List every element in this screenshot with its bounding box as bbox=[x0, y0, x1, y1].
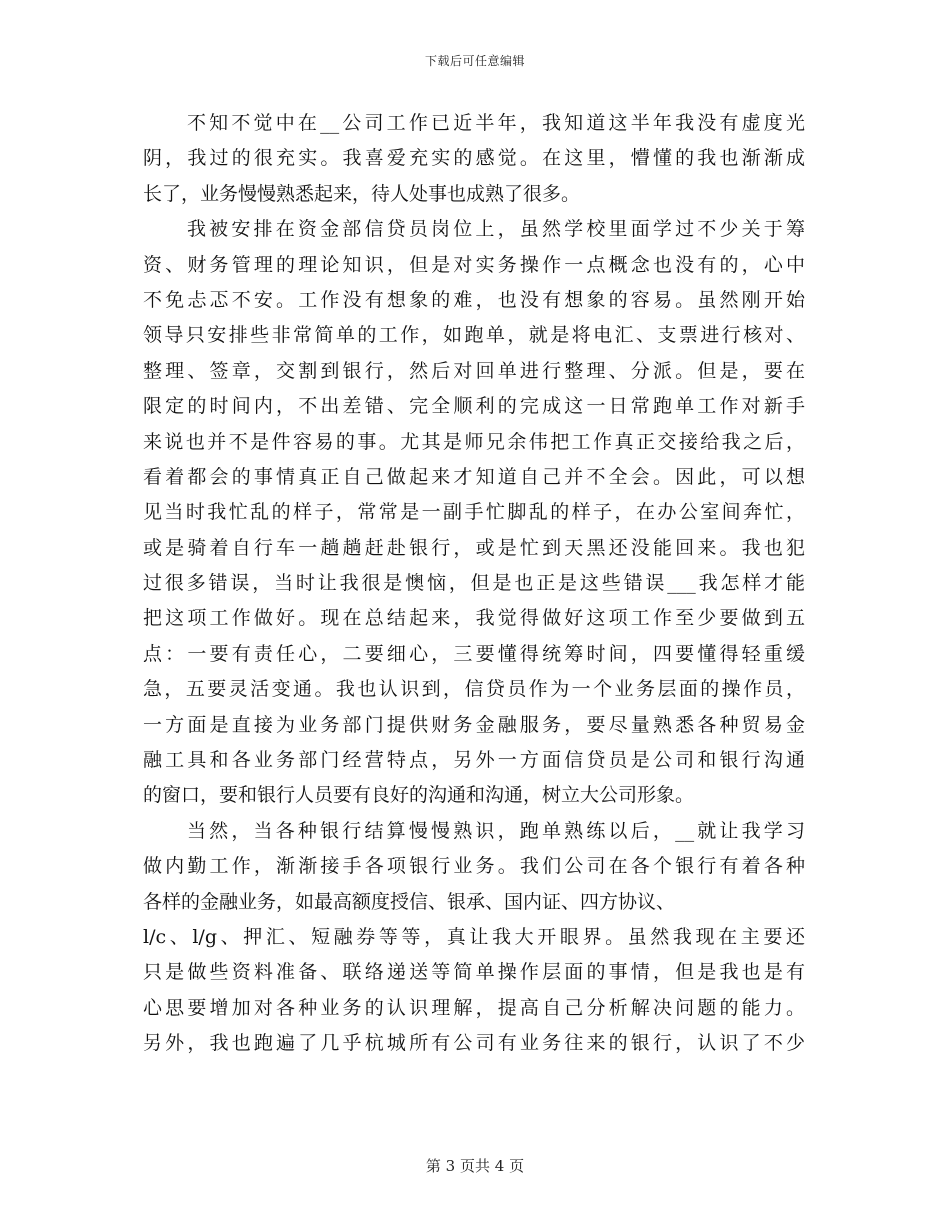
paragraph-2-line-11: 过很多错误，当时让我很是懊恼，但是也正是这些错误___我怎样才能 bbox=[143, 572, 805, 595]
paragraph-3-line-4: l/c、l/g、押汇、短融券等等，真让我大开眼界。虽然我现在主要还 bbox=[143, 925, 805, 948]
paragraph-2-line-17: 的窗口，要和银行人员要有良好的沟通和沟通，树立大公司形象。 bbox=[143, 784, 695, 807]
paragraph-2-line-7: 来说也并不是件容易的事。尤其是师兄余伟把工作真正交接给我之后， bbox=[143, 430, 805, 453]
page-number-footer: 第 3 页共 4 页 bbox=[425, 1157, 525, 1175]
paragraph-2-line-10: 或是骑着自行车一趟趟赶赴银行，或是忙到天黑还没能回来。我也犯 bbox=[143, 536, 805, 559]
paragraph-3-line-3: 各样的金融业务，如最高额度授信、银承、国内证、四方协议、 bbox=[143, 890, 676, 913]
paragraph-2-line-14: 急，五要灵活变通。我也认识到，信贷员作为一个业务层面的操作员， bbox=[143, 678, 805, 701]
paragraph-2-line-1: 我被安排在资金部信贷员岗位上，虽然学校里面学过不少关于筹 bbox=[187, 218, 805, 241]
paragraph-2-line-3: 不免忐忑不安。工作没有想象的难，也没有想象的容易。虽然刚开始 bbox=[143, 288, 805, 311]
paragraph-2-line-16: 融工具和各业务部门经营特点，另外一方面信贷员是公司和银行沟通 bbox=[143, 749, 805, 772]
paragraph-3-line-2: 做内勤工作，渐渐接手各项银行业务。我们公司在各个银行有着各种 bbox=[143, 855, 805, 878]
paragraph-2-line-12: 把这项工作做好。现在总结起来，我觉得做好这项工作至少要做到五 bbox=[143, 607, 805, 630]
paragraph-1-line-3: 长了，业务慢慢熟悉起来，待人处事也成熟了很多。 bbox=[143, 182, 581, 205]
paragraph-2-line-8: 看着都会的事情真正自己做起来才知道自己并不全会。因此，可以想 bbox=[143, 465, 805, 488]
paragraph-2-line-9: 见当时我忙乱的样子，常常是一副手忙脚乱的样子，在办公室间奔忙， bbox=[143, 501, 805, 524]
paragraph-3-line-5: 只是做些资料准备、联络递送等简单操作层面的事情，但是我也是有 bbox=[143, 961, 805, 984]
paragraph-3-line-7: 另外，我也跑遍了几乎杭城所有公司有业务往来的银行，认识了不少 bbox=[143, 1032, 805, 1055]
paragraph-1-line-2: 阴，我过的很充实。我喜爱充实的感觉。在这里，懵懂的我也渐渐成 bbox=[143, 147, 805, 170]
paragraph-2-line-15: 一方面是直接为业务部门提供财务金融服务，要尽量熟悉各种贸易金 bbox=[143, 713, 805, 736]
paragraph-2-line-13: 点：一要有责任心，二要细心，三要懂得统筹时间，四要懂得轻重缓 bbox=[143, 642, 805, 665]
paragraph-2-line-5: 整理、签章，交割到银行，然后对回单进行整理、分派。但是，要在 bbox=[143, 359, 805, 382]
paragraph-2-line-6: 限定的时间内，不出差错、完全顺利的完成这一日常跑单工作对新手 bbox=[143, 395, 805, 418]
paragraph-2-line-2: 资、财务管理的理论知识，但是对实务操作一点概念也没有的，心中 bbox=[143, 253, 805, 276]
paragraph-2-line-4: 领导只安排些非常简单的工作，如跑单，就是将电汇、支票进行核对、 bbox=[143, 324, 805, 347]
paragraph-3-line-1: 当然，当各种银行结算慢慢熟识，跑单熟练以后，__就让我学习 bbox=[187, 819, 805, 842]
document-body bbox=[143, 106, 805, 1062]
paragraph-1-line-1: 不知不觉中在__公司工作已近半年，我知道这半年我没有虚度光 bbox=[187, 112, 805, 134]
page-header: 下载后可任意编辑 bbox=[424, 54, 525, 68]
paragraph-3-line-6: 心思要增加对各种业务的认识理解，提高自己分析解决问题的能力。 bbox=[143, 996, 805, 1019]
